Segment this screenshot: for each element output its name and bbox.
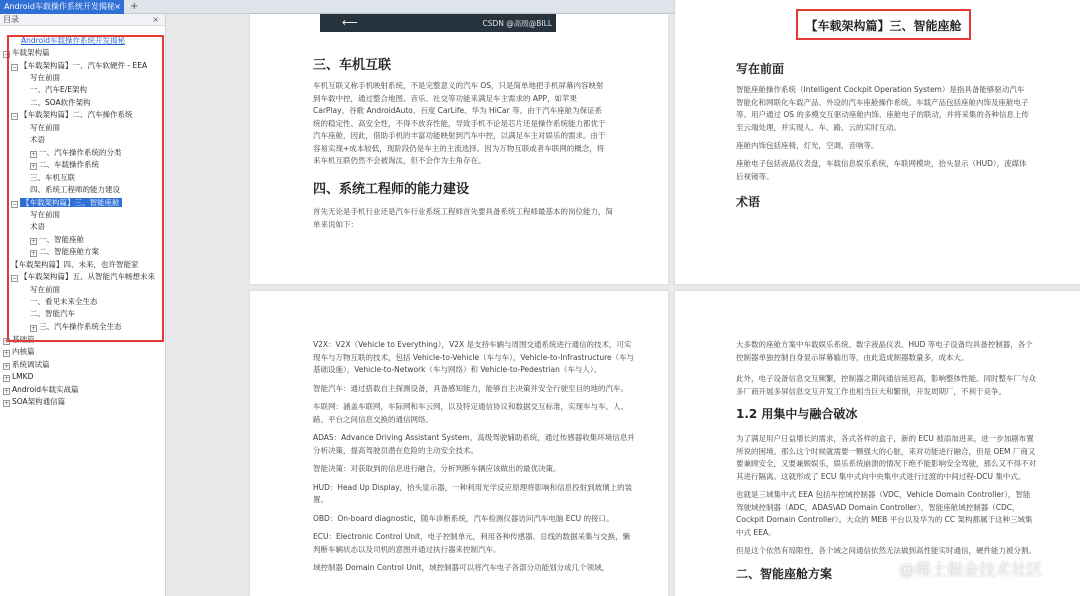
outline-item-label: 术语	[30, 222, 45, 231]
outline-item[interactable]	[30, 84, 87, 96]
outline-item[interactable]	[30, 147, 122, 159]
outline-header	[0, 14, 165, 26]
outline-item-label: 【车载架构篇】二、汽车操作系统	[20, 110, 133, 119]
terms-list	[313, 339, 635, 581]
term-paragraph: OBD：On-board diagnostic，随车诊断系统，汽车检测仪器访问汽车电脑 ECU 的接口。	[313, 513, 614, 523]
paragraph-car-interconnect: 车机互联又称手机映射系统，不是完整意义的汽车 OS，只是简单地把手机屏幕内容映射到车载中控，通过整合地图、音乐、社交等功能来满足车主需求的 APP，如苹果 CarPlay、谷歌 AndroidAuto、百度 CarLife、华为 HiCar 等。由于汽车座舱为保证系统的稳定性、高安全性，不得不放弃性能，导致手机不论是芯片还是操作系统能力都优于汽车座舱，因此，借助手机的丰富功能映射到汽车中控，以满足车主对娱乐的需求。由于容易实现+成本较低，现阶段仍是车主的主流选择。因为万物互联或者车联网的概念，将来车机互联仍然不会被淘汰，但不会作为主角存在。	[313, 81, 606, 165]
outline-item-label: 【车载架构篇】一、汽车软硬件 - EEA	[20, 61, 148, 70]
collapse-icon[interactable]: −	[4, 51, 10, 58]
outline-item[interactable]	[11, 197, 122, 209]
term-paragraph: ADAS：Advance Driving Assistant System，高级驾驶辅助系统，通过传感器收集环境信息并分析决策，提高驾驶员潜在危险的主动安全技术。	[313, 433, 635, 455]
outline-item-label: 【车载架构篇】三、智能座舱	[22, 198, 120, 207]
term-paragraph: 域控制器 Domain Control Unit，域控制器可以将汽车电子各部分功能划分成几个领域，	[313, 563, 610, 572]
outline-item-label: 写在前面	[30, 285, 60, 294]
outline-item-label: 二、SOA软件架构	[30, 98, 91, 107]
outline-item-label: 车载架构篇	[12, 48, 50, 57]
outline-item-label: 【车载架构篇】五、从智能汽车畅想未来	[20, 272, 155, 281]
paragraph-interaction: 此外，电子设备信息交互频繁，控制器之期间通信延迟高，影响整体性能。同时整车厂与众多厂商开展多屏信息交互开发工作也相当巨大和繁琐，开发周期厂，不利于竞争。	[736, 374, 1036, 396]
outline-item[interactable]	[30, 321, 122, 333]
outline-item-label: 一、汽车E/E架构	[30, 85, 88, 94]
paragraph-integration: 为了满足用户日益增长的需求，各式各样的盒子，新的 ECU 被添加进来，进一步加剧布置所说的困境。那么这个时候就需要一颗强大的心脏，来对功能进行融合，但是 OEM 厂商又要兼顾安全，又要兼顾娱乐，娱乐系统崩溃的情况下绝不能影响安全驾驶，那么又不得不对其进行隔离。这就形成了 ECU 集中式向中央集中式进行过渡的中间过程-DCU 集中式。	[736, 434, 1036, 481]
outline-item[interactable]	[30, 159, 99, 171]
outline-item[interactable]	[30, 296, 98, 308]
expand-icon[interactable]: +	[4, 400, 10, 407]
expand-icon[interactable]: +	[4, 350, 10, 357]
outline-close-icon[interactable]: ×	[152, 15, 159, 24]
outline-item-label: 一、智能座舱	[39, 235, 84, 244]
outline-title: 目录	[3, 15, 19, 24]
expand-icon[interactable]: +	[31, 325, 37, 332]
heading-1-2: 1.2 用集中与融合破冰	[736, 407, 858, 421]
outline-item[interactable]	[11, 60, 147, 72]
expand-icon[interactable]: +	[31, 250, 37, 257]
tab-close-icon[interactable]: ×	[114, 2, 121, 11]
outline-item[interactable]	[30, 221, 45, 233]
paragraph-system-engineer: 首先无论是手机行业还是汽车行业系统工程师首先要具备系统工程师最基本的岗位能力，简单来说如下：	[313, 207, 613, 229]
outline-item[interactable]	[30, 172, 75, 184]
outline-item-label: 基础篇	[12, 335, 35, 344]
outline-item-label: 术语	[30, 135, 45, 144]
outline-item[interactable]	[11, 271, 155, 283]
outline-sidebar	[0, 14, 166, 596]
heading-system-engineer: 四、系统工程师的能力建设	[313, 182, 470, 197]
outline-item[interactable]	[30, 234, 84, 246]
outline-item-label: 系统调试篇	[12, 360, 50, 369]
expand-icon[interactable]: +	[4, 338, 10, 345]
outline-item[interactable]	[30, 284, 60, 296]
heading-terms: 术语	[736, 195, 761, 209]
expand-icon[interactable]: +	[31, 163, 37, 170]
outline-item-label: Android车载操作系统开发揭秘	[21, 36, 125, 45]
expand-icon[interactable]: +	[4, 388, 10, 395]
outline-item-label: Android车载实战篇	[12, 385, 79, 394]
image-caption: CSDN @高级@BILL	[482, 19, 552, 28]
back-arrow-icon: ⟵	[342, 16, 358, 29]
outline-item-label: 三、汽车操作系统全生态	[39, 322, 122, 331]
watermark: @稀土掘金技术社区	[899, 560, 1044, 579]
document-tab[interactable]	[0, 0, 124, 14]
term-paragraph: 智能汽车：通过搭载自主探测设备，具备感知能力，能够自主决策并安全行驶至目的地的汽车。	[313, 383, 628, 393]
collapse-icon[interactable]: −	[12, 275, 18, 282]
page-2	[675, 0, 1080, 284]
outline-item[interactable]	[3, 384, 79, 396]
outline-item-label: 四、系统工程师的能力建设	[30, 185, 120, 194]
page-title: 【车载架构篇】三、智能座舱	[805, 19, 962, 33]
outline-item[interactable]	[3, 346, 35, 358]
expand-icon[interactable]: +	[4, 363, 10, 370]
collapse-icon[interactable]: −	[12, 201, 18, 208]
page-3	[250, 291, 668, 596]
outline-item[interactable]	[3, 334, 35, 346]
outline-item[interactable]	[30, 209, 60, 221]
outline-item[interactable]	[30, 72, 60, 84]
outline-item-label: 内核篇	[12, 347, 35, 356]
paragraph-limitation: 但是这个依然有局限性，各个域之间通信依然无法做到高性能实时通信，硬件能力被分割。	[736, 546, 1036, 555]
outline-item[interactable]	[21, 35, 125, 47]
embedded-image	[320, 14, 556, 32]
outline-item[interactable]	[11, 259, 139, 271]
outline-item-label: LMKD	[12, 372, 34, 381]
heading-cockpit-solutions: 二、智能座舱方案	[736, 567, 833, 581]
outline-item[interactable]	[3, 396, 65, 408]
expand-icon[interactable]: +	[4, 375, 10, 382]
paragraph-intro-1: 智能座舱操作系统（Intelligent Cockpit Operation System）是指具备能够驱动汽车智能化和网联化车载产品、外设的汽车座舱操作系统。车载产品包括座舱内饰及座舱电子等。用户通过 OS 的多模交互驱动座舱内饰、座舱电子的联动，并将采集的各种信息上传至云端处理，并实现人、车、路、云的实时互动。	[736, 85, 1029, 132]
outline-item-label: 【车载架构篇】四、未来，也许智能家	[11, 260, 139, 269]
paragraph-controllers: 大多数的座舱方案中车载娱乐系统、数字液晶仪表、HUD 等电子设备均具备控制器，各个控制器单独控制自身显示屏幕输出等，由此造成制器数量多，成本大。	[736, 340, 1033, 362]
page-1	[250, 14, 668, 284]
document-tab-label: Android车载操作系统开发揭秘	[4, 2, 115, 11]
outline-item[interactable]	[30, 97, 91, 109]
outline-item-label: 写在前面	[30, 123, 60, 132]
outline-item-label: 二、智能座舱方案	[39, 247, 99, 256]
outline-item-label: 二、车载操作系统	[39, 160, 99, 169]
heading-car-interconnect: 三、车机互联	[313, 58, 392, 73]
outline-item[interactable]	[30, 246, 99, 258]
outline-item[interactable]	[3, 371, 33, 383]
outline-item[interactable]	[30, 122, 60, 134]
outline-item[interactable]	[30, 134, 45, 146]
outline-item[interactable]	[30, 308, 75, 320]
collapse-icon[interactable]: −	[12, 64, 18, 71]
outline-item[interactable]	[11, 109, 133, 121]
outline-item-label: 二、智能汽车	[30, 309, 75, 318]
term-paragraph: 智能决策：对获取到的信息进行融合，分析判断车辆应该做出的最优决策。	[313, 464, 561, 473]
term-paragraph: 车联网：涵盖车联网，车际网和车云网，以及特定通信协议和数据交互标准，实现车与车、人、路、平台之间信息交换的通信网络。	[313, 402, 628, 424]
outline-item-label: SOA架构通信篇	[12, 397, 66, 406]
page-4	[675, 291, 1080, 596]
new-tab-icon[interactable]: +	[130, 1, 139, 12]
paragraph-three-domain: 也就是三域集中式 EEA 包括车控域控制器（VDC，Vehicle Domain Controller），智能驾驶域控制器（ADC，ADAS\AD Domain Controller），智能座舱域控制器（CDC，Cockpit Domain Controller）。大众的 MEB 平台以及华为的 CC 架构都属于这种三域集中式 EEA。	[736, 490, 1033, 537]
outline-item-label: 写在前面	[30, 73, 60, 82]
outline-item[interactable]	[3, 359, 50, 371]
term-paragraph: HUD：Head Up Display，抬头显示器，一种利用光学反应原理将影响和信息投射到玻璃上的装置。	[313, 482, 633, 504]
heading-intro: 写在前面	[736, 62, 785, 76]
expand-icon[interactable]: +	[31, 238, 37, 245]
term-paragraph: ECU：Electronic Control Unit，电子控制单元，利用各种传感器、总线的数据采集与交换，懒判断车辆状态以及司机的意图并通过执行器来控制汽车。	[313, 532, 631, 554]
outline-item-label: 三、车机互联	[30, 173, 75, 182]
collapse-icon[interactable]: −	[12, 113, 18, 120]
outline-item-label: 一、汽车操作系统的分类	[39, 148, 122, 157]
outline-item[interactable]	[30, 184, 120, 196]
outline-item[interactable]	[3, 47, 50, 59]
outline-item-label: 一、看见未来全生态	[30, 297, 98, 306]
term-paragraph: V2X：V2X（Vehicle to Everything），V2X 是支持车辆与周围交通系统进行通信的技术，可实现车与万物互联的技术，包括 Vehicle-to-Vehicle（车与车），Vehicle-to-Infrastructure（车与基础设施），Vehicle-to-Network（车与网络）和 Vehicle-to-Pedestrian（车与人）。	[313, 340, 635, 374]
outline-item-label: 写在前面	[30, 210, 60, 219]
paragraph-intro-2: 座舱内饰包括座椅，灯光，空调，音响等。	[736, 141, 879, 150]
expand-icon[interactable]: +	[31, 151, 37, 158]
paragraph-intro-3: 座舱电子包括液晶仪表盘，车载信息娱乐系统，车联网模块，抬头显示（HUD），流媒体后视镜等。	[736, 159, 1027, 181]
